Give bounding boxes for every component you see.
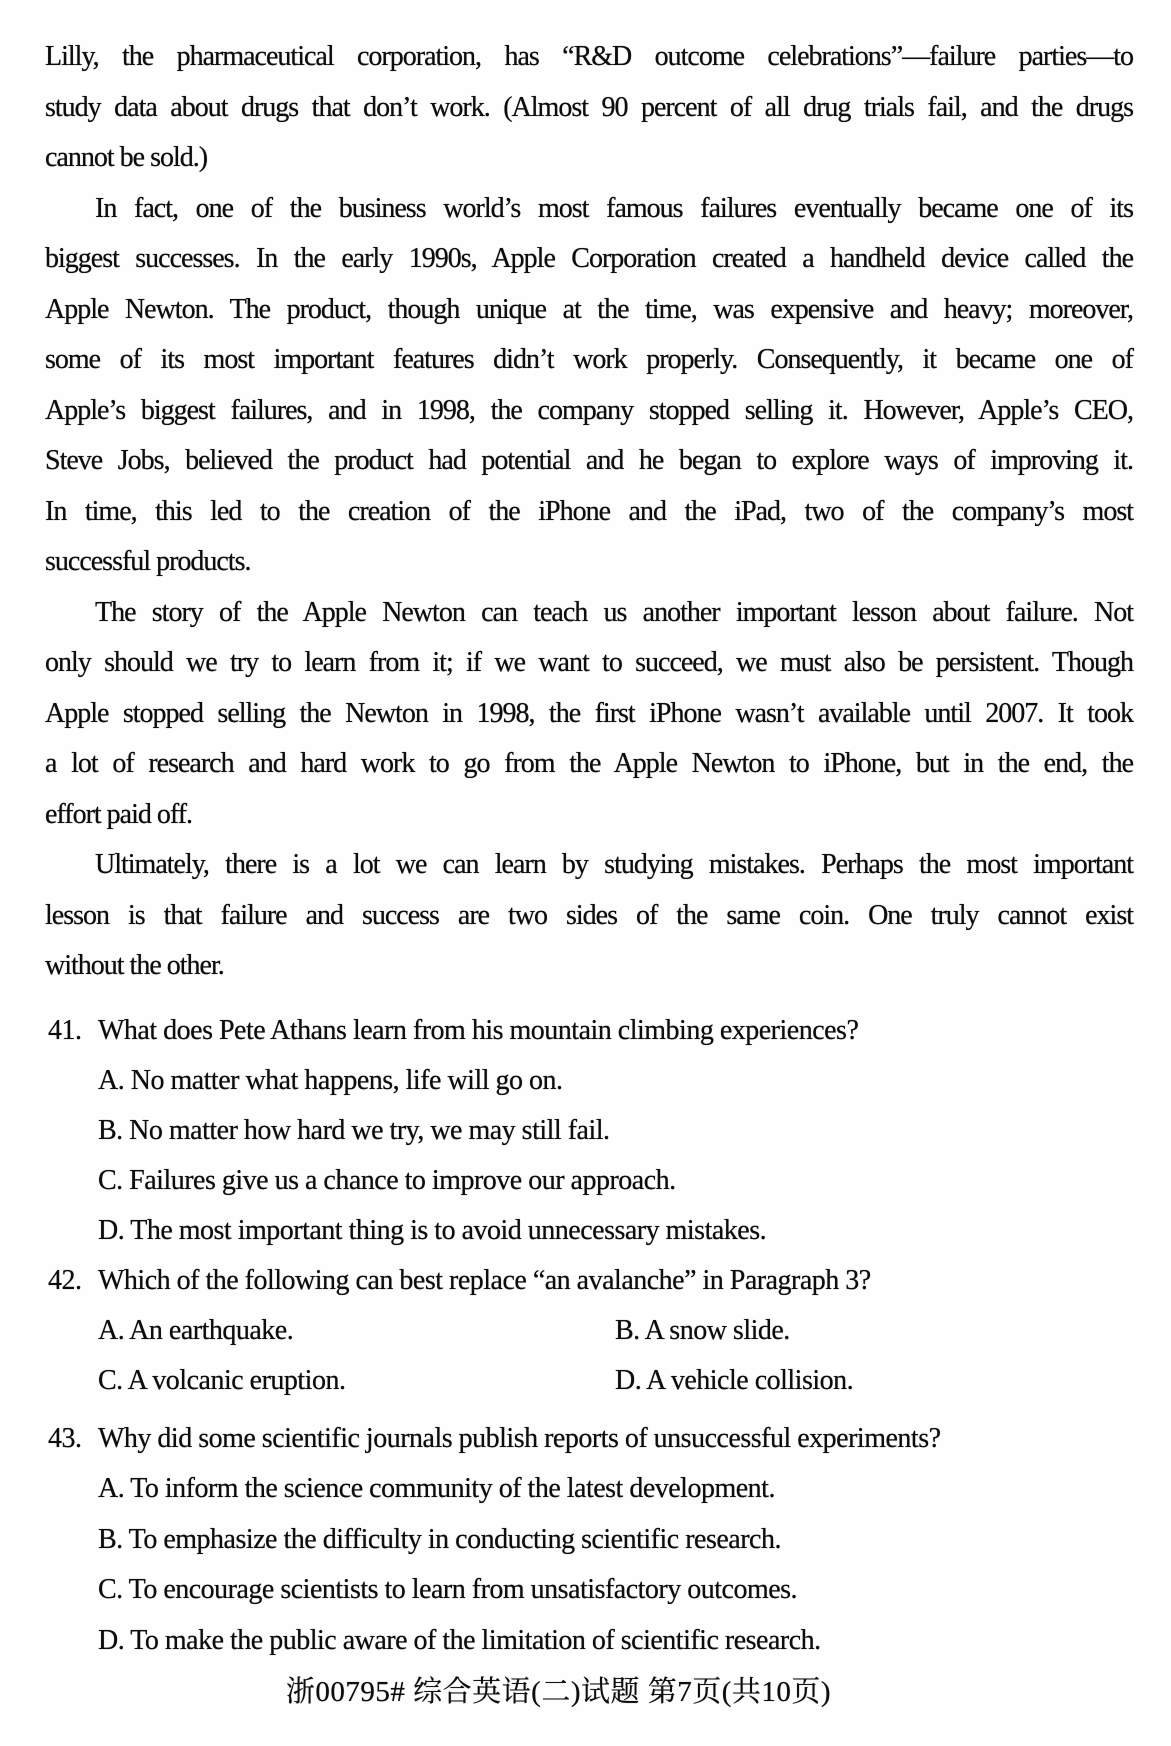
question-43 <box>45 1414 1133 1667</box>
option-c: C. A volcanic eruption. <box>98 1364 346 1396</box>
passage-paragraph-3 <box>45 588 1133 841</box>
options-list <box>45 1056 1133 1256</box>
question-41 <box>45 1006 1133 1256</box>
passage-line: without the other. <box>45 950 224 981</box>
option-d: D. A vehicle collision. <box>615 1364 854 1396</box>
passage-line: lesson is that failure and success are two sides of the same coin. One truly cannot exist <box>45 899 1133 931</box>
option-a: A. To inform the science community of the latest development. <box>98 1473 775 1504</box>
passage-line: Lilly, the pharmaceutical corporation, has “R&D outcome celebrations”—failure parties—to <box>45 41 1133 72</box>
option-a: A. An earthquake. <box>98 1314 294 1346</box>
option-d: D. To make the public aware of the limitation of scientific research. <box>98 1624 821 1656</box>
passage-line: Apple’s biggest failures, and in 1998, the company stopped selling it. However, Apple’s CEO, <box>45 394 1133 426</box>
question-stem <box>45 1006 1133 1056</box>
passage-line: In time, this led to the creation of the iPhone and the iPad, two of the company’s most <box>45 495 1133 527</box>
question-42 <box>45 1256 1133 1406</box>
passage-line: Ultimately, there is a lot we can learn by studying mistakes. Perhaps the most important <box>95 849 1133 880</box>
passage-line: successful products. <box>45 546 251 577</box>
question-stem <box>45 1414 1133 1465</box>
passage-line: The story of the Apple Newton can teach us another important lesson about failure. Not <box>95 596 1133 628</box>
passage-line: only should we try to learn from it; if we want to succeed, we must also be persistent. Though <box>45 647 1133 678</box>
question-text: Why did some scientific journals publish reports of unsuccessful experiments? <box>98 1422 941 1454</box>
passage-paragraph-1 <box>45 32 1133 184</box>
page-footer: 浙00795# 综合英语(二)试题 第7页(共10页) <box>285 1676 832 1708</box>
passage-line: effort paid off. <box>45 798 193 830</box>
passage-line: In fact, one of the business world’s most famous failures eventually became one of its <box>95 192 1133 224</box>
passage-paragraph-4 <box>45 840 1133 992</box>
passage-line: biggest successes. In the early 1990s, Apple Corporation created a handheld device called the <box>45 243 1133 274</box>
question-stem <box>45 1256 1133 1306</box>
passage-line: cannot be sold.) <box>45 142 208 173</box>
passage-line: Steve Jobs, believed the product had potential and he began to explore ways of improving it. <box>45 445 1133 476</box>
options-list <box>45 1306 1133 1406</box>
passage-line: Apple Newton. The product, though unique at the time, was expensive and heavy; moreover, <box>45 293 1133 325</box>
option-b: B. A snow slide. <box>615 1314 790 1346</box>
option-c: C. To encourage scientists to learn from unsatisfactory outcomes. <box>98 1574 798 1605</box>
option-b: B. No matter how hard we try, we may still fail. <box>98 1114 610 1146</box>
option-c: C. Failures give us a chance to improve our approach. <box>98 1164 676 1196</box>
passage-line: study data about drugs that don’t work. (Almost 90 percent of all drug trials fail, and the drugs <box>45 91 1133 123</box>
options-list <box>45 1464 1133 1666</box>
option-a: A. No matter what happens, life will go on. <box>98 1064 563 1096</box>
passage-line: a lot of research and hard work to go from the Apple Newton to iPhone, but in the end, the <box>45 748 1133 779</box>
question-text: Which of the following can best replace “an avalanche” in Paragraph 3? <box>98 1264 871 1296</box>
question-number: 41. <box>48 1014 82 1046</box>
questions-section <box>45 1006 1133 1667</box>
question-text: What does Pete Athans learn from his mountain climbing experiences? <box>98 1014 859 1046</box>
option-b: B. To emphasize the difficulty in conducting scientific research. <box>98 1523 781 1555</box>
question-number: 43. <box>48 1422 82 1454</box>
passage-paragraph-2 <box>45 184 1133 588</box>
question-number: 42. <box>48 1264 82 1296</box>
option-d: D. The most important thing is to avoid unnecessary mistakes. <box>98 1214 767 1246</box>
passage-line: Apple stopped selling the Newton in 1998, the first iPhone wasn’t available until 2007. It took <box>45 697 1133 729</box>
passage-line: some of its most important features didn’t work properly. Consequently, it became one of <box>45 344 1133 375</box>
reading-passage <box>45 0 1133 992</box>
